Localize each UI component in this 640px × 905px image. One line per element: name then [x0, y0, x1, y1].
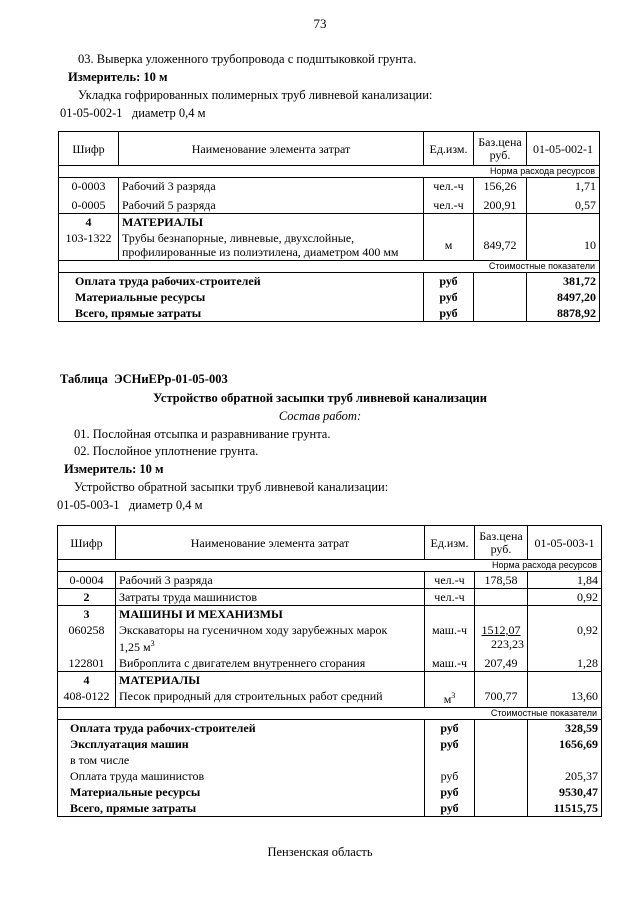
table-row: [59, 178, 600, 195]
cell-code: 0-0003: [59, 178, 119, 195]
header-price: Баз.цена руб.: [474, 132, 527, 166]
total-label: Всего, прямые затраты: [58, 800, 425, 817]
code-line: 01-05-002-1 диаметр 0,4 м: [60, 106, 206, 120]
header-unit: Ед.изм.: [424, 132, 474, 166]
cell-unit: [425, 688, 475, 708]
header-code: Шифр: [59, 132, 119, 166]
total-row: [58, 784, 602, 800]
total-unit: руб: [424, 273, 474, 290]
cell-name: Виброплита с двигателем внутреннего сгорания: [116, 655, 425, 672]
total-row: [59, 273, 600, 290]
header-name: Наименование элемента затрат: [119, 132, 424, 166]
section-title: МАТЕРИАЛЫ: [116, 672, 425, 689]
section-title: МАШИНЫ И МЕХАНИЗМЫ: [116, 606, 425, 623]
page-number: 73: [313, 16, 327, 31]
total-row: [58, 736, 602, 752]
work-item: 02. Послойное уплотнение грунта.: [74, 444, 259, 458]
total-unit: руб: [425, 800, 475, 817]
table-row: [59, 194, 600, 214]
cell-price: 700,77: [475, 688, 528, 708]
total-label: в том числе: [58, 752, 425, 768]
header-code: Шифр: [58, 526, 116, 560]
total-label: Оплата труда рабочих-строителей: [59, 273, 424, 290]
cell-name: [116, 622, 425, 655]
cell-unit: чел.-ч: [425, 572, 475, 589]
section-number: 4: [59, 214, 119, 231]
cell-value: 10: [527, 230, 600, 261]
price-line2: 223,23: [491, 637, 524, 651]
machine-name-line2: 1,25 м: [119, 640, 151, 654]
total-value: 381,72: [527, 273, 600, 290]
total-value: 11515,75: [528, 800, 602, 817]
cell-unit: чел.-ч: [424, 178, 474, 195]
section-heading: Устройство обратной засыпки труб ливневой канализации: [153, 391, 487, 405]
header-price: Баз.цена руб.: [475, 526, 528, 560]
total-label: Оплата труда машинистов: [58, 768, 425, 784]
total-row: [58, 720, 602, 737]
total-label: Материальные ресурсы: [58, 784, 425, 800]
table-row: [59, 230, 600, 261]
total-label: Эксплуатация машин: [58, 736, 425, 752]
code-line: 01-05-003-1 диаметр 0,4 м: [57, 498, 203, 512]
cell-price: 156,26: [474, 178, 527, 195]
material-name-line2: профилированные из полиэтилена, диаметром 400 мм: [122, 245, 399, 259]
norm-note: Норма расхода ресурсов: [58, 560, 602, 572]
cell-code: 0-0004: [58, 572, 116, 589]
cell-code: 122801: [58, 655, 116, 672]
total-row: [59, 305, 600, 322]
total-unit: руб: [425, 736, 475, 752]
cell-name: [119, 230, 424, 261]
table-row: [58, 572, 602, 589]
cell-value: 1,28: [528, 655, 602, 672]
cell-price: [475, 622, 528, 655]
cell-unit: м: [424, 230, 474, 261]
cell-name: Песок природный для строительных работ средний: [116, 688, 425, 708]
table-row: [58, 622, 602, 655]
section-title: МАТЕРИАЛЫ: [119, 214, 424, 231]
cell-code: 0-0005: [59, 194, 119, 214]
unit-text: м: [443, 692, 452, 706]
total-row: [58, 768, 602, 784]
cell-code: 2: [58, 589, 116, 606]
cell-name: Рабочий 3 разряда: [119, 178, 424, 195]
cell-name: Рабочий 5 разряда: [119, 194, 424, 214]
cost-note: Стоимостные показатели: [59, 261, 600, 273]
cell-unit: чел.-ч: [425, 589, 475, 606]
section-number: 4: [58, 672, 116, 689]
table-row: [58, 688, 602, 708]
total-row: [58, 752, 602, 768]
total-unit: руб: [425, 720, 475, 737]
cell-value: 0,92: [528, 622, 602, 655]
table-row: [58, 589, 602, 606]
total-unit: руб: [425, 784, 475, 800]
header-name: Наименование элемента затрат: [116, 526, 425, 560]
cell-value: 13,60: [528, 688, 602, 708]
machine-name-line1: Экскаваторы на гусеничном ходу зарубежных марок: [119, 623, 388, 637]
cell-code: 060258: [58, 622, 116, 655]
cell-price: 849,72: [474, 230, 527, 261]
total-value: [528, 752, 602, 768]
total-value: 205,37: [528, 768, 602, 784]
total-label: Материальные ресурсы: [59, 289, 424, 305]
total-value: 8878,92: [527, 305, 600, 322]
cell-value: 0,92: [528, 589, 602, 606]
price-line1: 1512,07: [481, 623, 521, 637]
cell-code: 103-1322: [59, 230, 119, 261]
section-row: [59, 214, 600, 231]
total-row: [58, 800, 602, 817]
section-row: [58, 606, 602, 623]
cell-value: 0,57: [527, 194, 600, 214]
header-unit: Ед.изм.: [425, 526, 475, 560]
section-row: [58, 672, 602, 689]
cell-price: 200,91: [474, 194, 527, 214]
material-name-line1: Трубы безнапорные, ливневые, двухслойные,: [122, 231, 355, 245]
total-value: 9530,47: [528, 784, 602, 800]
total-label: Всего, прямые затраты: [59, 305, 424, 322]
total-value: 8497,20: [527, 289, 600, 305]
work-item: 01. Послойная отсыпка и разравнивание грунта.: [74, 427, 331, 441]
table-title: Таблица ЭСНиЕРр-01-05-003: [60, 372, 228, 386]
total-value: 328,59: [528, 720, 602, 737]
cell-value: 1,84: [528, 572, 602, 589]
cell-name: Затраты труда машинистов: [116, 589, 425, 606]
cell-price: 207,49: [475, 655, 528, 672]
work-item: 03. Выверка уложенного трубопровода с подштыковкой грунта.: [78, 52, 417, 66]
description: Устройство обратной засыпки труб ливневой канализации:: [74, 480, 389, 494]
cell-unit: чел.-ч: [424, 194, 474, 214]
resource-table-2: [57, 525, 602, 817]
footer-region: Пензенская область: [267, 845, 373, 859]
resource-table-1: [58, 131, 600, 322]
total-unit: руб: [424, 289, 474, 305]
section-number: 3: [58, 606, 116, 623]
cell-value: 1,71: [527, 178, 600, 195]
norm-note: Норма расхода ресурсов: [59, 166, 600, 178]
total-unit: [425, 752, 475, 768]
total-value: 1656,69: [528, 736, 602, 752]
composition-label: Состав работ:: [278, 409, 362, 423]
header-norm-code: 01-05-002-1: [527, 132, 600, 166]
cell-unit: маш.-ч: [425, 622, 475, 655]
header-norm-code: 01-05-003-1: [528, 526, 602, 560]
cost-note: Стоимостные показатели: [58, 708, 602, 720]
measure-unit: Измеритель: 10 м: [68, 70, 168, 84]
total-label: Оплата труда рабочих-строителей: [58, 720, 425, 737]
total-unit: руб: [425, 768, 475, 784]
table-row: [58, 655, 602, 672]
superscript: 3: [451, 691, 456, 700]
cell-code: 408-0122: [58, 688, 116, 708]
laying-description: Укладка гофрированных полимерных труб ливневой канализации:: [78, 88, 433, 102]
superscript: 3: [150, 639, 155, 648]
cell-name: Рабочий 3 разряда: [116, 572, 425, 589]
cell-price: 178,58: [475, 572, 528, 589]
cell-unit: маш.-ч: [425, 655, 475, 672]
measure-unit: Измеритель: 10 м: [64, 462, 164, 476]
total-unit: руб: [424, 305, 474, 322]
total-row: [59, 289, 600, 305]
